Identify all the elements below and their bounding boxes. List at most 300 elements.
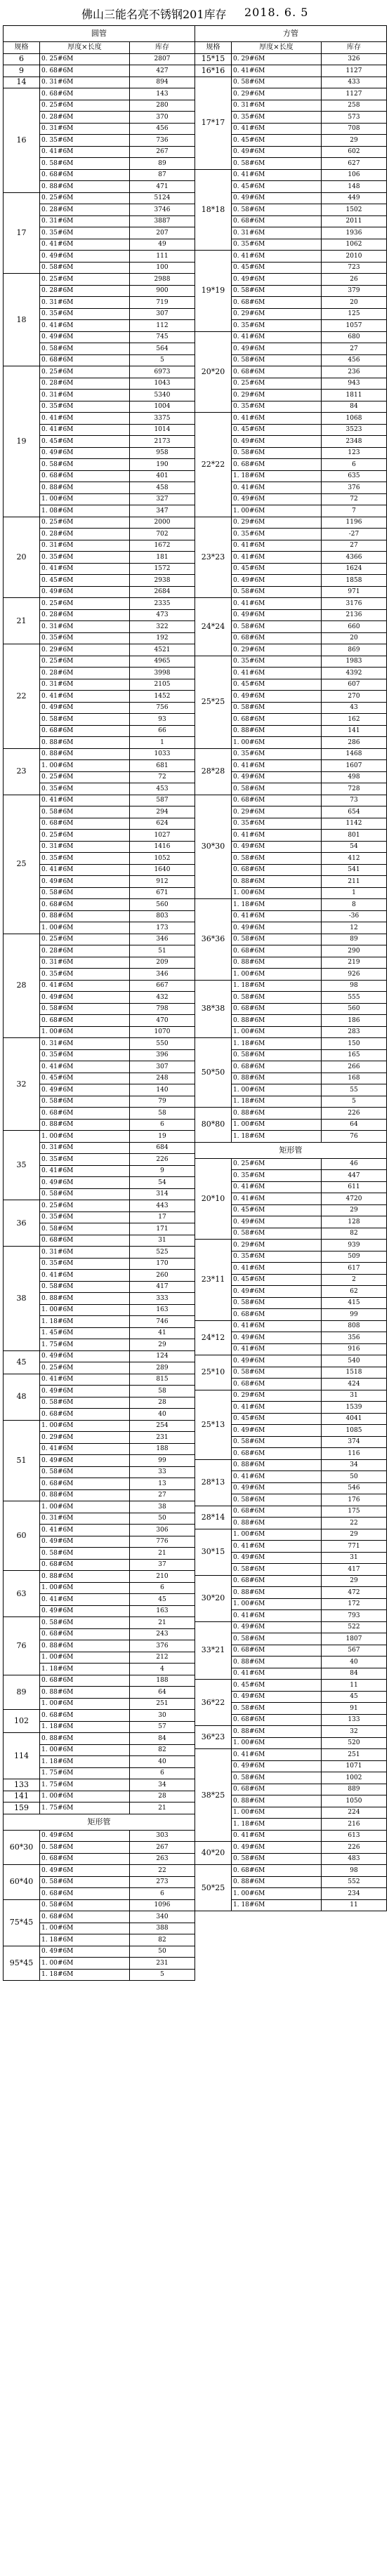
spec-cell: 0. 35#6M	[40, 632, 130, 644]
table-row	[195, 517, 387, 529]
stock-cell: 148	[322, 181, 387, 193]
stock-cell: 99	[130, 1455, 195, 1467]
table-row	[195, 980, 387, 992]
header-stock: 库存	[130, 42, 195, 54]
table-row	[195, 1158, 387, 1170]
stock-cell: 617	[322, 1263, 387, 1275]
stock-cell: 2000	[130, 517, 195, 529]
stock-cell: 28	[130, 1791, 195, 1802]
spec-cell: 0. 41#6M	[232, 251, 322, 263]
size-cell: 60*30	[4, 1830, 40, 1865]
spec-cell: 0. 88#6M	[40, 482, 130, 494]
stock-cell: 6	[130, 1767, 195, 1779]
spec-cell: 0. 25#6M	[40, 934, 130, 945]
spec-cell: 0. 88#6M	[232, 876, 322, 888]
size-cell: 16*16	[195, 65, 232, 77]
stock-cell: 5	[130, 1969, 195, 1981]
size-cell: 36*36	[195, 899, 232, 981]
spec-cell: 0. 68#6M	[40, 88, 130, 100]
size-cell: 23	[4, 748, 40, 795]
spec-cell: 0. 88#6M	[40, 1119, 130, 1131]
stock-cell: 98	[322, 1865, 387, 1877]
spec-cell: 0. 88#6M	[232, 1518, 322, 1529]
table-row	[4, 598, 195, 610]
spec-cell: 0. 68#6M	[232, 1448, 322, 1460]
stock-cell: 267	[130, 146, 195, 158]
spec-cell: 0. 41#6M	[40, 864, 130, 876]
spec-cell: 0. 68#6M	[232, 297, 322, 309]
spec-cell: 0. 68#6M	[40, 169, 130, 181]
stock-cell: 613	[322, 1830, 387, 1842]
stock-cell: 803	[130, 910, 195, 922]
spec-cell: 0. 68#6M	[232, 864, 322, 876]
size-cell: 30*30	[195, 795, 232, 899]
spec-cell: 0. 35#6M	[232, 1170, 322, 1182]
table-row	[4, 65, 195, 77]
spec-cell: 0. 41#6M	[40, 1443, 130, 1455]
stock-cell: 926	[322, 969, 387, 981]
size-cell: 28*28	[195, 748, 232, 795]
stock-cell: 1640	[130, 864, 195, 876]
stock-cell: 1607	[322, 760, 387, 772]
spec-cell: 0. 29#6M	[40, 1432, 130, 1444]
spec-cell: 1. 00#6M	[40, 760, 130, 772]
stock-cell: 4965	[130, 656, 195, 668]
spec-cell: 0. 28#6M	[40, 112, 130, 124]
stock-cell: 13	[130, 1478, 195, 1490]
spec-cell: 0. 28#6M	[40, 378, 130, 390]
spec-cell: 0. 35#6M	[232, 1251, 322, 1263]
size-cell: 114	[4, 1733, 40, 1779]
size-cell: 19	[4, 366, 40, 517]
size-cell: 25	[4, 795, 40, 934]
table-row	[4, 1420, 195, 1432]
spec-cell: 0. 58#6M	[232, 1228, 322, 1240]
spec-cell: 0. 41#6M	[232, 1471, 322, 1483]
stock-cell: 793	[322, 1610, 387, 1622]
spec-cell: 1. 00#6M	[40, 1958, 130, 1970]
spec-cell: 0. 58#6M	[40, 1548, 130, 1560]
title-bar	[0, 0, 389, 25]
spec-cell: 1. 45#6M	[40, 1327, 130, 1339]
spec-cell: 0. 35#6M	[40, 1211, 130, 1223]
size-cell: 28*14	[195, 1506, 232, 1529]
stock-cell: 1033	[130, 748, 195, 760]
spec-cell: 1. 00#6M	[40, 1923, 130, 1934]
spec-cell: 0. 68#6M	[40, 1478, 130, 1490]
stock-cell: 3998	[130, 668, 195, 679]
size-cell: 22*22	[195, 413, 232, 517]
spec-cell: 0. 49#6M	[40, 702, 130, 714]
spec-cell: 0. 45#6M	[40, 436, 130, 448]
spec-cell: 0. 88#6M	[232, 1459, 322, 1471]
spec-cell: 0. 41#6M	[232, 1320, 322, 1332]
table-row	[4, 1946, 195, 1958]
spec-cell: 0. 28#6M	[40, 609, 130, 621]
table-row	[195, 1680, 387, 1692]
spec-cell: 0. 49#6M	[232, 1621, 322, 1633]
stock-cell: 1085	[322, 1425, 387, 1437]
stock-cell: 555	[322, 992, 387, 1004]
stock-cell: 471	[130, 181, 195, 193]
table-row	[4, 1131, 195, 1143]
stock-cell: 9	[130, 1165, 195, 1177]
table-row	[195, 1529, 387, 1541]
spec-cell: 0. 41#6M	[232, 552, 322, 564]
stock-cell: 552	[322, 1876, 387, 1888]
spec-cell: 0. 68#6M	[40, 1235, 130, 1247]
spec-cell: 0. 25#6M	[40, 771, 130, 783]
stock-cell: 307	[130, 1061, 195, 1073]
spec-cell: 0. 41#6M	[232, 1830, 322, 1842]
stock-cell: 73	[322, 795, 387, 806]
stock-cell: 51	[130, 945, 195, 957]
size-cell: 24*12	[195, 1320, 232, 1355]
stock-cell: 50	[130, 1946, 195, 1958]
spec-cell: 0. 58#6M	[232, 1633, 322, 1645]
size-cell: 80*80	[195, 1108, 232, 1143]
stock-cell: 771	[322, 1541, 387, 1553]
stock-cell: 2335	[130, 598, 195, 610]
stock-cell: 72	[322, 493, 387, 505]
spec-cell: 1. 00#6M	[232, 1529, 322, 1541]
spec-cell: 1. 18#6M	[40, 1934, 130, 1946]
stock-cell: 453	[130, 783, 195, 795]
stock-cell: 5	[130, 354, 195, 366]
spec-cell: 0. 41#6M	[232, 910, 322, 922]
spec-cell: 0. 58#6M	[232, 1703, 322, 1715]
size-cell: 38*38	[195, 980, 232, 1038]
spec-cell: 0. 58#6M	[40, 714, 130, 726]
spec-cell: 1. 00#6M	[40, 922, 130, 934]
stock-cell: 11	[322, 1899, 387, 1911]
stock-cell: 1052	[130, 853, 195, 865]
stock-cell: 889	[322, 1784, 387, 1795]
spec-cell: 0. 68#6M	[232, 1865, 322, 1877]
spec-cell: 0. 28#6M	[40, 204, 130, 216]
stock-cell: 106	[322, 169, 387, 181]
spec-cell: 0. 88#6M	[232, 1795, 322, 1807]
spec-cell: 0. 41#6M	[232, 482, 322, 494]
stock-cell: 379	[322, 285, 387, 297]
stock-cell: 5124	[130, 192, 195, 204]
spec-cell: 0. 58#6M	[232, 1564, 322, 1576]
spec-cell: 0. 58#6M	[232, 853, 322, 865]
spec-cell: 0. 49#6M	[40, 1946, 130, 1958]
round-tube-table	[3, 25, 195, 1981]
stock-cell: 412	[322, 853, 387, 865]
stock-cell: 4392	[322, 668, 387, 679]
spec-cell: 0. 49#6M	[232, 436, 322, 448]
spec-cell: 0. 35#6M	[40, 1258, 130, 1270]
stock-cell: 165	[322, 1049, 387, 1061]
spec-cell: 0. 45#6M	[232, 1274, 322, 1286]
table-row	[4, 1733, 195, 1745]
stock-cell: 958	[130, 447, 195, 459]
spec-cell: 0. 49#6M	[232, 691, 322, 703]
table-row	[4, 517, 195, 529]
section-header-row	[4, 1814, 195, 1830]
stock-cell: 2010	[322, 251, 387, 263]
size-cell: 30*20	[195, 1575, 232, 1621]
spec-cell: 0. 58#6M	[232, 1297, 322, 1309]
stock-cell: 76	[322, 1131, 387, 1143]
spec-cell: 1. 18#6M	[232, 1819, 322, 1831]
stock-cell: 98	[322, 980, 387, 992]
spec-cell: 0. 49#6M	[232, 1286, 322, 1298]
stock-cell: 1027	[130, 830, 195, 842]
stock-cell: 207	[130, 227, 195, 239]
spec-cell: 0. 45#6M	[232, 262, 322, 274]
stock-cell: 33	[130, 1466, 195, 1478]
spec-cell: 1. 00#6M	[40, 1791, 130, 1802]
spec-cell: 0. 68#6M	[232, 366, 322, 378]
table-row	[195, 748, 387, 760]
spec-cell: 0. 58#6M	[232, 1772, 322, 1784]
stock-cell: 11	[322, 1680, 387, 1692]
stock-cell: 133	[322, 1714, 387, 1726]
spec-cell: 1. 18#6M	[40, 1756, 130, 1768]
table-row	[4, 934, 195, 945]
spec-cell: 0. 88#6M	[232, 1587, 322, 1599]
spec-cell: 0. 68#6M	[40, 1853, 130, 1865]
stock-cell: 374	[322, 1436, 387, 1448]
spec-cell: 0. 88#6M	[40, 1687, 130, 1699]
stock-cell: 283	[322, 1026, 387, 1038]
stock-cell: 29	[322, 1575, 387, 1587]
table-row	[4, 1899, 195, 1911]
stock-cell: 236	[322, 366, 387, 378]
stock-cell: 84	[322, 1668, 387, 1680]
stock-cell: 168	[322, 1073, 387, 1084]
table-row	[195, 251, 387, 263]
stock-cell: 458	[130, 482, 195, 494]
stock-cell: 84	[130, 1733, 195, 1745]
size-cell: 23*23	[195, 517, 232, 598]
spec-cell: 0. 49#6M	[40, 1455, 130, 1467]
spec-cell: 0. 35#6M	[232, 320, 322, 332]
stock-cell: 82	[130, 1744, 195, 1756]
stock-cell: 1071	[322, 1760, 387, 1772]
stock-cell: 560	[322, 1003, 387, 1015]
spec-cell: 0. 29#6M	[232, 644, 322, 656]
stock-cell: 82	[322, 1228, 387, 1240]
size-cell: 18	[4, 274, 40, 366]
spec-cell: 0. 68#6M	[40, 470, 130, 482]
table-row	[4, 1675, 195, 1687]
spec-cell: 0. 35#6M	[40, 969, 130, 981]
spec-cell: 0. 58#6M	[232, 1853, 322, 1865]
stock-cell: 4521	[130, 644, 195, 656]
stock-cell: 170	[130, 1258, 195, 1270]
stock-cell: 1062	[322, 239, 387, 251]
spec-cell: 0. 31#6M	[232, 100, 322, 112]
table-row	[4, 1571, 195, 1583]
stock-cell: 29	[322, 1204, 387, 1216]
stock-cell: 209	[130, 957, 195, 969]
spec-cell: 1. 18#6M	[232, 980, 322, 992]
stock-cell: 2136	[322, 609, 387, 621]
spec-cell: 0. 88#6M	[232, 1876, 322, 1888]
stock-cell: 40	[130, 1409, 195, 1421]
stock-cell: 22	[322, 1518, 387, 1529]
spec-cell: 0. 35#6M	[40, 853, 130, 865]
table-row	[4, 366, 195, 378]
stock-cell: 289	[130, 1362, 195, 1374]
spec-cell: 0. 29#6M	[232, 806, 322, 818]
stock-cell: 333	[130, 1293, 195, 1305]
stock-cell: 210	[130, 1571, 195, 1583]
section-title: 方管	[195, 26, 387, 42]
spec-cell: 1. 18#6M	[232, 470, 322, 482]
stock-cell: 587	[130, 795, 195, 806]
stock-cell: 1936	[322, 227, 387, 239]
column-header-row	[195, 42, 387, 54]
spec-cell: 0. 58#6M	[40, 1617, 130, 1629]
stock-cell: 21	[130, 1802, 195, 1814]
stock-cell: 346	[130, 934, 195, 945]
stock-cell: 1468	[322, 748, 387, 760]
spec-cell: 0. 25#6M	[232, 1158, 322, 1170]
spec-cell: 1. 00#6M	[232, 1888, 322, 1900]
spec-cell: 0. 29#6M	[40, 644, 130, 656]
stock-cell: 40	[130, 1756, 195, 1768]
stock-cell: 99	[322, 1309, 387, 1321]
table-row	[195, 1726, 387, 1738]
header-spec: 厚度×长度	[232, 42, 322, 54]
spec-cell: 1. 00#6M	[232, 1737, 322, 1749]
stock-cell: 2684	[130, 586, 195, 598]
stock-cell: 627	[322, 158, 387, 170]
stock-cell: 433	[322, 77, 387, 88]
size-cell: 18*18	[195, 169, 232, 251]
spec-cell: 0. 58#6M	[40, 1281, 130, 1293]
stock-cell: 40	[322, 1657, 387, 1668]
table-row	[195, 1355, 387, 1367]
size-cell: 22	[4, 644, 40, 749]
table-row	[4, 644, 195, 656]
size-cell: 28	[4, 934, 40, 1038]
stock-cell: 260	[130, 1270, 195, 1282]
table-row	[4, 748, 195, 760]
table-row	[4, 1802, 195, 1814]
stock-cell: 456	[130, 123, 195, 135]
spec-cell: 0. 49#6M	[40, 1605, 130, 1617]
stock-cell: 41	[130, 1327, 195, 1339]
spec-cell: 1. 18#6M	[40, 1969, 130, 1981]
stock-cell: 251	[322, 1749, 387, 1761]
spec-cell: 0. 45#6M	[232, 679, 322, 691]
spec-cell: 0. 58#6M	[40, 887, 130, 899]
table-row	[195, 169, 387, 181]
stock-cell: 294	[130, 806, 195, 818]
stock-cell: 116	[322, 1448, 387, 1460]
spec-cell: 0. 49#6M	[40, 331, 130, 343]
table-row	[195, 899, 387, 911]
spec-cell: 1. 00#6M	[40, 1652, 130, 1664]
spec-cell: 0. 58#6M	[40, 158, 130, 170]
stock-cell: 2011	[322, 215, 387, 227]
spec-cell: 0. 88#6M	[232, 957, 322, 969]
stock-cell: 226	[322, 1108, 387, 1120]
spec-cell: 1. 00#6M	[232, 505, 322, 517]
stock-cell: 356	[322, 1332, 387, 1344]
spec-cell: 0. 68#6M	[232, 1645, 322, 1657]
stock-cell: 470	[130, 1015, 195, 1027]
stock-cell: 869	[322, 644, 387, 656]
square-tube-table-wrap	[194, 25, 386, 1911]
size-cell: 19*19	[195, 251, 232, 332]
table-row	[195, 413, 387, 425]
stock-cell: 894	[130, 77, 195, 88]
spec-cell: 0. 31#6M	[40, 297, 130, 309]
stock-cell: 31	[130, 1235, 195, 1247]
spec-cell: 0. 41#6M	[232, 1193, 322, 1205]
stock-cell: 1014	[130, 424, 195, 436]
stock-cell: 1452	[130, 691, 195, 703]
table-row	[195, 77, 387, 88]
stock-cell: 124	[130, 1350, 195, 1362]
spec-cell: 0. 68#6M	[40, 725, 130, 737]
spec-cell: 0. 88#6M	[40, 1571, 130, 1583]
table-row	[195, 1621, 387, 1633]
spec-cell: 1. 00#6M	[40, 1698, 130, 1710]
spec-cell: 0. 31#6M	[40, 1038, 130, 1050]
stock-cell: 34	[322, 1459, 387, 1471]
spec-cell: 0. 68#6M	[40, 1108, 130, 1120]
spec-cell: 0. 58#6M	[232, 1494, 322, 1506]
stock-cell: 483	[322, 1853, 387, 1865]
spec-cell: 0. 49#6M	[40, 1865, 130, 1877]
spec-cell: 0. 58#6M	[232, 158, 322, 170]
table-row	[195, 53, 387, 65]
spec-cell: 0. 68#6M	[232, 1784, 322, 1795]
size-cell: 51	[4, 1420, 40, 1501]
size-cell: 17	[4, 192, 40, 274]
stock-cell: 1002	[322, 1772, 387, 1784]
table-row	[195, 1320, 387, 1332]
size-cell: 23*11	[195, 1240, 232, 1321]
stock-cell: 258	[322, 100, 387, 112]
table-row	[195, 1390, 387, 1402]
size-cell: 36*22	[195, 1680, 232, 1726]
spec-cell: 0. 41#6M	[232, 413, 322, 425]
spec-cell: 0. 49#6M	[232, 922, 322, 934]
spec-cell: 0. 68#6M	[40, 1559, 130, 1571]
stock-cell: 1057	[322, 320, 387, 332]
stock-cell: 728	[322, 783, 387, 795]
stock-cell: 4041	[322, 1413, 387, 1425]
spec-cell: 1. 18#6M	[232, 1038, 322, 1050]
spec-cell: 0. 41#6M	[40, 146, 130, 158]
stock-cell: 346	[130, 969, 195, 981]
spec-cell: 0. 49#6M	[40, 251, 130, 263]
table-row	[4, 1501, 195, 1513]
spec-cell: 0. 35#6M	[40, 783, 130, 795]
spec-cell: 0. 68#6M	[40, 899, 130, 911]
spec-cell: 0. 31#6M	[40, 621, 130, 633]
stock-cell: 123	[322, 447, 387, 459]
spec-cell: 0. 41#6M	[232, 830, 322, 842]
page-date: 2018. 6. 5	[244, 6, 309, 19]
size-cell: 60	[4, 1501, 40, 1571]
spec-cell: 0. 29#6M	[232, 1390, 322, 1402]
spec-cell: 0. 25#6M	[40, 53, 130, 65]
spec-cell: 0. 58#6M	[232, 934, 322, 945]
spec-cell: 0. 41#6M	[40, 691, 130, 703]
spec-cell: 0. 68#6M	[232, 945, 322, 957]
spec-cell: 0. 41#6M	[232, 331, 322, 343]
